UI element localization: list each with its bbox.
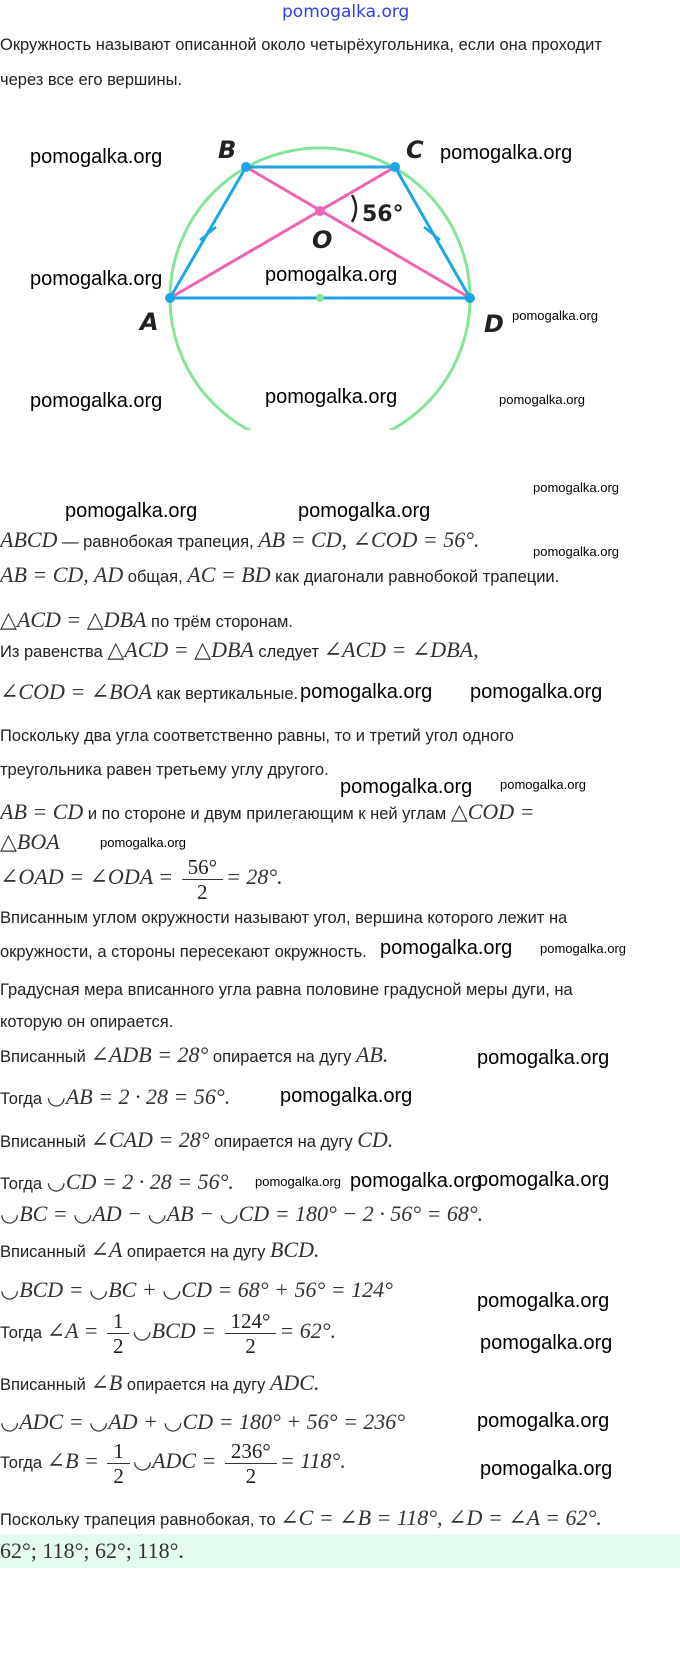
- watermark-text: pomogalka.org: [300, 681, 433, 703]
- center-point: [316, 294, 324, 302]
- label-d: D: [484, 310, 504, 338]
- point-d: [465, 293, 475, 303]
- math-expression: ∠ACD = ∠DBA,: [323, 637, 479, 662]
- text-segment: Тогда: [0, 1323, 47, 1342]
- text-line: [0, 1010, 173, 1034]
- watermark-text: pomogalka.org: [65, 500, 198, 522]
- fraction: [182, 855, 223, 904]
- fraction-denominator: 2: [245, 1464, 257, 1488]
- label-c: C: [406, 136, 424, 164]
- text-segment: Вписанным углом окружности называют угол, вершина которого лежит на: [0, 909, 568, 927]
- label-a: A: [140, 308, 159, 336]
- text-line: [0, 1439, 346, 1488]
- math-expression: ◡BC = ◡AD − ◡AB − ◡CD = 180° − 2 · 56° = 68°.: [0, 1201, 484, 1226]
- watermark-text: pomogalka.org: [499, 392, 585, 407]
- text-segment: как диагонали равнобокой трапеции.: [270, 568, 560, 586]
- label-b: B: [218, 136, 237, 164]
- watermark-text: pomogalka.org: [477, 1410, 610, 1432]
- angle-label: 56°: [362, 202, 404, 227]
- point-o: [315, 206, 325, 216]
- fraction-numerator: 1: [107, 1439, 130, 1464]
- fraction: [107, 1439, 130, 1488]
- text-segment: Вписанный: [0, 1376, 91, 1394]
- math-expression: ABCD: [0, 527, 58, 552]
- text-line: [0, 940, 367, 964]
- math-expression: △BOA: [0, 829, 60, 854]
- watermark-text: pomogalka.org: [265, 386, 398, 408]
- site-watermark-link[interactable]: pomogalka.org: [282, 2, 410, 22]
- fraction-denominator: 2: [197, 880, 208, 904]
- text-segment: Окружность называют описанной около четырёхугольника, если она проходит: [0, 36, 602, 54]
- math-expression: AC = BD: [187, 562, 271, 587]
- math-expression: AB = CD, AD: [0, 562, 124, 587]
- label-o: O: [312, 226, 333, 254]
- watermark-text: pomogalka.org: [480, 1458, 613, 1480]
- watermark-text: pomogalka.org: [470, 681, 603, 703]
- watermark-text: pomogalka.org: [477, 1169, 610, 1191]
- angle-arc: [352, 195, 356, 222]
- text-line: [0, 68, 182, 92]
- text-segment: опирается на дугу: [208, 1048, 356, 1066]
- fraction: [225, 1439, 277, 1488]
- math-expression: ◡BCD = ◡BC + ◡CD = 68° + 56° = 124°: [0, 1277, 393, 1302]
- math-expression: ◡CD = 2 · 28 = 56°.: [46, 1169, 234, 1194]
- watermark-text: pomogalka.org: [340, 776, 473, 798]
- math-expression: ∠OAD = ∠ODA =: [0, 863, 179, 889]
- text-segment: Вписанный: [0, 1133, 91, 1151]
- text-line: [0, 638, 479, 664]
- text-segment: по трём сторонам.: [146, 613, 293, 631]
- watermark-text: pomogalka.org: [477, 1047, 610, 1069]
- text-line: [0, 1371, 319, 1397]
- watermark-text: pomogalka.org: [480, 1332, 613, 1354]
- text-line: [0, 830, 60, 856]
- text-segment: окружности, а стороны пересекают окружность.: [0, 943, 367, 961]
- fraction-denominator: 2: [113, 1464, 124, 1488]
- math-expression: △ACD = △DBA: [107, 637, 254, 662]
- text-line: [0, 528, 480, 554]
- answer-text: [0, 1539, 184, 1565]
- text-line: [0, 608, 293, 634]
- text-line: [0, 1278, 393, 1304]
- text-segment: Поскольку два угла соответственно равны, то и третий угол одного: [0, 727, 514, 745]
- fraction-numerator: 124°: [225, 1309, 277, 1334]
- math-expression: ∠B: [90, 1370, 123, 1395]
- text-segment: — равнобокая трапеция,: [57, 533, 259, 551]
- watermark-text: pomogalka.org: [512, 308, 598, 323]
- point-a: [165, 293, 175, 303]
- math-expression: = 118°.: [279, 1447, 346, 1473]
- text-segment: опирается на дугу: [122, 1376, 270, 1394]
- text-line: [0, 1506, 602, 1532]
- watermark-text: pomogalka.org: [477, 1290, 610, 1312]
- text-line: [0, 1128, 393, 1154]
- watermark-text: pomogalka.org: [298, 500, 431, 522]
- math-expression: = 62°.: [279, 1317, 337, 1343]
- math-expression: = 28°.: [226, 863, 283, 889]
- text-segment: Тогда: [0, 1453, 47, 1472]
- text-segment: опирается на дугу: [122, 1243, 270, 1261]
- watermark-text: pomogalka.org: [30, 146, 163, 168]
- text-segment: которую он опирается.: [0, 1013, 174, 1031]
- fraction-numerator: 56°: [182, 855, 223, 880]
- math-expression: ∠A: [90, 1237, 123, 1262]
- text-segment: Вписанный: [0, 1243, 91, 1261]
- fraction: [107, 1309, 130, 1358]
- text-line: [0, 1085, 230, 1111]
- text-segment: и по стороне и двум прилегающим к ней углам: [83, 805, 451, 823]
- math-expression: ∠A =: [46, 1317, 104, 1343]
- text-line: [0, 1309, 336, 1358]
- text-segment: общая,: [123, 568, 188, 586]
- math-expression: ∠CAD = 28°: [90, 1127, 210, 1152]
- text-line: [0, 33, 602, 57]
- text-line: [0, 680, 298, 706]
- watermark-text: pomogalka.org: [30, 268, 163, 290]
- text-segment: как вертикальные.: [151, 685, 299, 703]
- point-c: [390, 162, 400, 172]
- fraction-numerator: 1: [107, 1309, 130, 1334]
- math-expression: BCD.: [269, 1237, 320, 1262]
- text-line: [0, 563, 559, 589]
- text-line: [0, 800, 535, 826]
- math-expression: △ACD = △DBA: [0, 607, 147, 632]
- text-line: [0, 1043, 388, 1069]
- watermark-text: pomogalka.org: [440, 142, 573, 164]
- text-line: [0, 724, 514, 748]
- text-segment: Градусная мера вписанного угла равна половине градусной меры дуги, на: [0, 981, 573, 999]
- fraction-denominator: 2: [245, 1334, 256, 1358]
- text-segment: Тогда: [0, 1175, 47, 1193]
- math-expression: 62°; 118°; 62°; 118°.: [0, 1538, 184, 1563]
- math-expression: ◡BCD =: [132, 1317, 222, 1343]
- watermark-text: pomogalka.org: [380, 937, 513, 959]
- tick-ab: [200, 227, 216, 240]
- text-segment: Поскольку трапеция равнобокая, то: [0, 1511, 281, 1529]
- fraction-numerator: 236°: [225, 1439, 277, 1464]
- fraction-denominator: 2: [112, 1334, 124, 1358]
- math-expression: ◡AB = 2 · 28 = 56°.: [46, 1084, 231, 1109]
- text-segment: через все его вершины.: [0, 71, 183, 89]
- math-expression: AB.: [355, 1042, 389, 1067]
- watermark-text: pomogalka.org: [540, 941, 626, 956]
- fraction: [225, 1309, 277, 1358]
- math-expression: ADC.: [269, 1370, 320, 1395]
- text-segment: Тогда: [0, 1090, 47, 1108]
- point-b: [241, 162, 251, 172]
- text-line: [0, 1202, 483, 1228]
- text-line: [0, 1238, 319, 1264]
- watermark-text: pomogalka.org: [265, 264, 398, 286]
- watermark-text: pomogalka.org: [500, 777, 586, 792]
- math-expression: △COD =: [450, 799, 535, 824]
- watermark-text: pomogalka.org: [100, 835, 186, 850]
- math-expression: ∠ADB = 28°: [90, 1042, 209, 1067]
- text-segment: следует: [253, 643, 324, 661]
- text-line: [0, 1410, 405, 1436]
- math-expression: ◡ADC =: [132, 1447, 222, 1473]
- text-segment: Вписанный: [0, 1048, 91, 1066]
- text-segment: опирается на дугу: [209, 1133, 358, 1151]
- watermark-text: pomogalka.org: [255, 1174, 341, 1189]
- text-segment: треугольника равен третьему углу другого.: [0, 761, 329, 779]
- text-line: [0, 978, 573, 1002]
- math-expression: ◡ADC = ◡AD + ◡CD = 180° + 56° = 236°: [0, 1409, 406, 1434]
- math-expression: ∠COD = ∠BOA: [0, 679, 152, 704]
- text-line: [0, 758, 329, 782]
- math-expression: AB = CD: [0, 799, 84, 824]
- text-line: [0, 906, 567, 930]
- watermark-text: pomogalka.org: [350, 1170, 483, 1192]
- text-line: [0, 1170, 234, 1196]
- text-segment: Из равенства: [0, 643, 108, 661]
- watermark-text: pomogalka.org: [533, 480, 619, 495]
- watermark-text: pomogalka.org: [280, 1085, 413, 1107]
- math-expression: CD.: [357, 1127, 394, 1152]
- math-expression: ∠C = ∠B = 118°, ∠D = ∠A = 62°.: [280, 1505, 602, 1530]
- math-expression: AB = CD, ∠COD = 56°.: [258, 527, 480, 552]
- text-line: [0, 855, 283, 904]
- watermark-text: pomogalka.org: [30, 390, 163, 412]
- math-expression: ∠B =: [46, 1447, 105, 1473]
- watermark-text: pomogalka.org: [533, 544, 619, 559]
